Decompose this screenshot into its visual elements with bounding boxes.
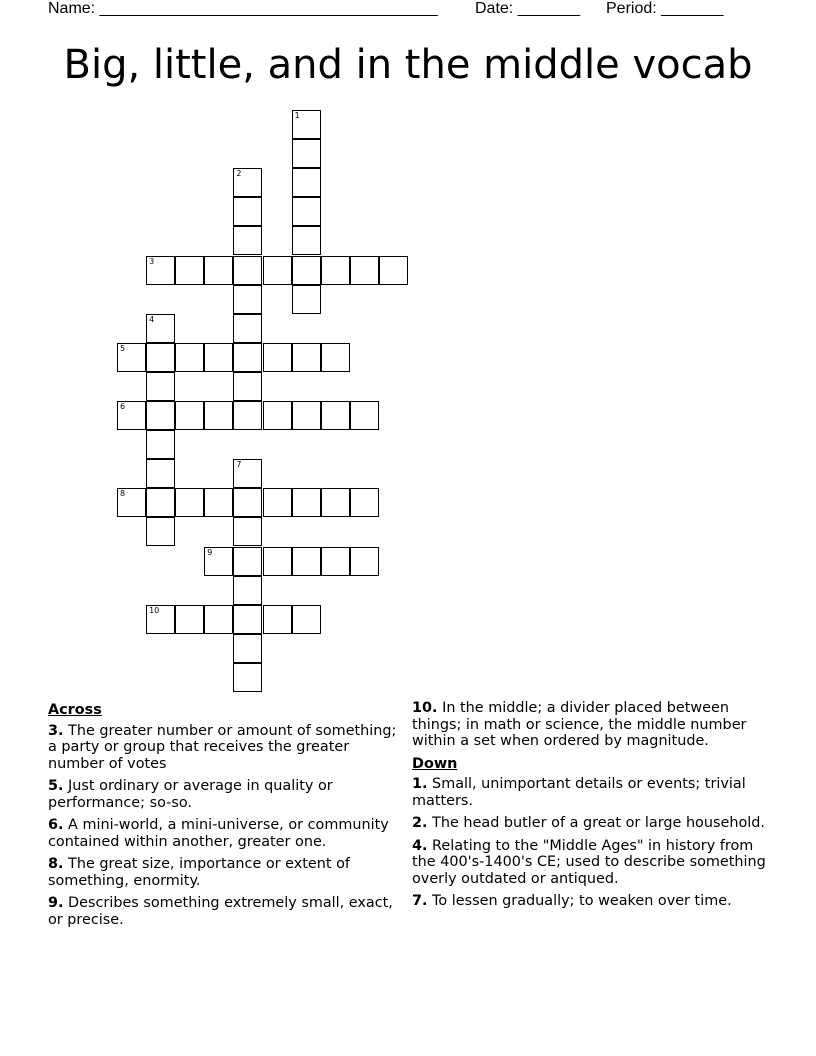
clue-text: The head butler of a great or large household. <box>427 815 765 831</box>
grid-cell[interactable] <box>292 285 321 314</box>
clue-text: Describes something extremely small, exact, or precise. <box>48 895 393 928</box>
down-clue-list <box>412 776 772 910</box>
down-clue <box>412 838 772 888</box>
across-clue-list <box>48 723 400 929</box>
grid-cell[interactable] <box>175 256 204 285</box>
grid-cell[interactable] <box>204 256 233 285</box>
grid-cell[interactable] <box>233 372 262 401</box>
grid-cell[interactable] <box>146 488 175 517</box>
grid-cell[interactable] <box>233 517 262 546</box>
clue-text: Just ordinary or average in quality or performance; so-so. <box>48 778 333 811</box>
clue-text: The greater number or amount of something; a party or group that receives the greater number of votes <box>48 722 397 772</box>
clue-number: 1 <box>294 111 300 120</box>
grid-cell[interactable] <box>350 401 379 430</box>
grid-cell[interactable] <box>233 226 262 255</box>
grid-cell[interactable] <box>321 256 350 285</box>
grid-cell[interactable] <box>233 605 262 634</box>
clues-right-column <box>412 700 772 916</box>
across-clue <box>48 778 400 811</box>
grid-cell[interactable] <box>379 256 408 285</box>
clue-number: 2. <box>412 815 428 831</box>
grid-cell[interactable] <box>233 197 262 226</box>
grid-cell[interactable] <box>146 401 175 430</box>
grid-cell[interactable] <box>263 547 292 576</box>
grid-cell[interactable] <box>263 343 292 372</box>
clue-text: Relating to the "Middle Ages" in history from the 400's-1400's CE; used to describe something overly outdated or antiqued. <box>412 837 766 887</box>
across-clue-list-continued <box>412 700 772 750</box>
grid-cell[interactable] <box>204 605 233 634</box>
clue-text: Small, unimportant details or events; trivial matters. <box>412 776 746 809</box>
clue-number: 3 <box>149 256 155 266</box>
clue-number: 8. <box>48 856 64 872</box>
grid-cell[interactable] <box>263 401 292 430</box>
clues-left-column <box>48 700 400 934</box>
grid-cell[interactable] <box>204 547 233 576</box>
across-heading: Across <box>48 702 102 718</box>
period-field[interactable]: Period: _______ <box>606 0 724 17</box>
grid-cell[interactable] <box>175 605 204 634</box>
grid-cell[interactable] <box>233 459 262 488</box>
grid-cell[interactable] <box>233 488 262 517</box>
clue-number: 2 <box>236 169 242 179</box>
grid-cell[interactable] <box>321 343 350 372</box>
grid-cell[interactable] <box>292 110 321 139</box>
clue-number: 4 <box>149 314 155 324</box>
clue-number: 1. <box>412 776 428 792</box>
across-clue <box>412 700 772 750</box>
clue-text: The great size, importance or extent of something, enormity. <box>48 856 350 889</box>
grid-cell[interactable] <box>233 576 262 605</box>
grid-cell[interactable] <box>321 401 350 430</box>
grid-cell[interactable] <box>175 401 204 430</box>
grid-cell[interactable] <box>146 430 175 459</box>
clue-number: 4. <box>412 837 428 854</box>
clue-number: 3. <box>48 722 64 739</box>
grid-cell[interactable] <box>146 372 175 401</box>
grid-cell[interactable] <box>204 343 233 372</box>
down-clue <box>412 776 772 809</box>
grid-cell[interactable] <box>146 314 175 343</box>
grid-cell[interactable] <box>263 256 292 285</box>
grid-cell[interactable] <box>146 343 175 372</box>
clue-number: 9 <box>207 547 213 557</box>
grid-cell[interactable] <box>350 256 379 285</box>
clue-number: 5. <box>48 778 64 794</box>
clue-text: To lessen gradually; to weaken over time. <box>427 893 732 909</box>
clue-number: 10 <box>149 605 160 615</box>
clue-number: 5 <box>120 343 126 353</box>
grid-cell[interactable] <box>350 488 379 517</box>
grid-cell[interactable] <box>204 401 233 430</box>
down-clue <box>412 893 772 910</box>
grid-cell[interactable] <box>117 343 146 372</box>
across-clue <box>48 723 400 773</box>
grid-cell[interactable] <box>292 343 321 372</box>
grid-cell[interactable] <box>292 401 321 430</box>
grid-cell[interactable] <box>175 343 204 372</box>
grid-cell[interactable] <box>117 488 146 517</box>
clue-number: 7 <box>236 460 242 470</box>
grid-cell[interactable] <box>292 168 321 197</box>
grid-cell[interactable] <box>321 547 350 576</box>
across-clue <box>48 817 400 850</box>
grid-cell[interactable] <box>233 547 262 576</box>
clue-number: 9. <box>48 895 64 911</box>
grid-cell[interactable] <box>233 401 262 430</box>
grid-cell[interactable] <box>146 605 175 634</box>
grid-cell[interactable] <box>233 343 262 372</box>
clue-number: 7. <box>412 893 428 909</box>
clue-text: In the middle; a divider placed between things; in math or science, the middle number within a set when ordered by magnitude. <box>412 700 747 749</box>
grid-cell[interactable] <box>292 197 321 226</box>
down-heading: Down <box>412 755 458 772</box>
clue-number: 10. <box>412 700 438 716</box>
grid-cell[interactable] <box>233 634 262 663</box>
grid-cell[interactable] <box>175 488 204 517</box>
page-title: Big, little, and in the middle vocab <box>63 42 753 88</box>
clue-number: 6 <box>120 402 126 411</box>
grid-cell[interactable] <box>233 256 262 285</box>
grid-cell[interactable] <box>146 256 175 285</box>
grid-cell[interactable] <box>292 256 321 285</box>
grid-cell[interactable] <box>233 285 262 314</box>
across-clue <box>48 856 400 889</box>
grid-cell[interactable] <box>292 226 321 255</box>
grid-cell[interactable] <box>292 547 321 576</box>
name-field[interactable]: Name: ______________________________________ <box>48 0 438 17</box>
date-field[interactable]: Date: _______ <box>475 0 580 17</box>
grid-cell[interactable] <box>146 517 175 546</box>
across-clue <box>48 895 400 928</box>
grid-cell[interactable] <box>263 605 292 634</box>
grid-cell[interactable] <box>204 488 233 517</box>
grid-cell[interactable] <box>233 663 262 692</box>
clue-number: 6. <box>48 817 64 833</box>
grid-cell[interactable] <box>263 488 292 517</box>
grid-cell[interactable] <box>321 488 350 517</box>
grid-cell[interactable] <box>117 401 146 430</box>
grid-cell[interactable] <box>350 547 379 576</box>
grid-cell[interactable] <box>233 314 262 343</box>
down-clue <box>412 815 772 832</box>
clue-number: 8 <box>120 489 126 499</box>
grid-cell[interactable] <box>146 459 175 488</box>
grid-cell[interactable] <box>233 168 262 197</box>
grid-cell[interactable] <box>292 139 321 168</box>
grid-cell[interactable] <box>292 605 321 634</box>
grid-cell[interactable] <box>292 488 321 517</box>
clue-text: A mini-world, a mini-universe, or community contained within another, greater one. <box>48 817 389 850</box>
